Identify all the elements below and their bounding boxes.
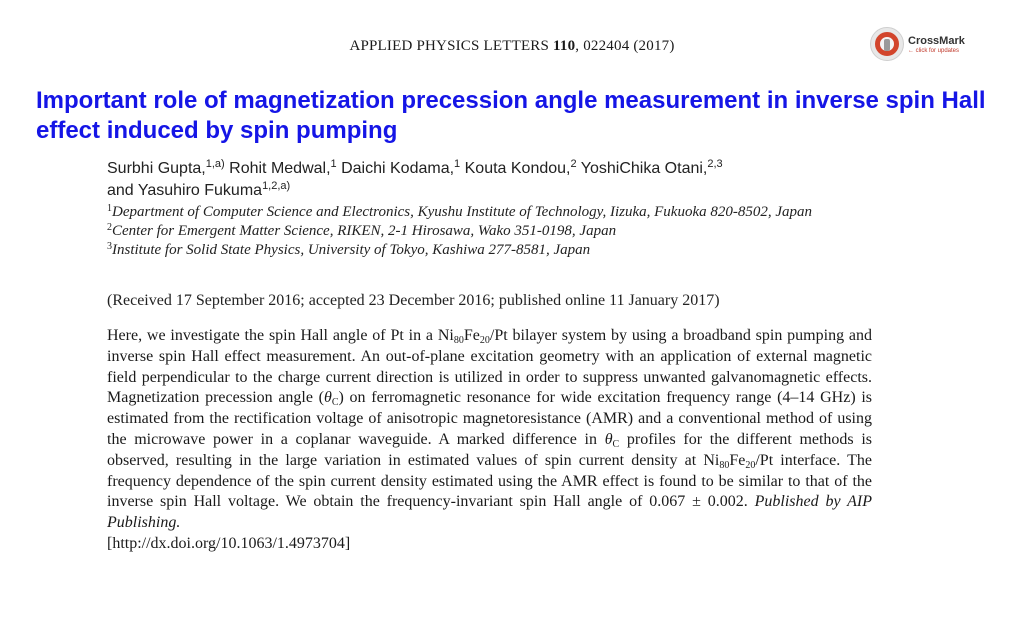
affiliation-1: $^1$Department of Computer Science and Electronics, Kyushu Institute of Technology, Iizuka, Fukuoka 820-8502, Japan	[107, 203, 813, 220]
author-affil: 1	[454, 158, 461, 170]
crossmark-icon	[870, 27, 904, 61]
author-affil: 2	[570, 158, 577, 170]
author-affil: 1,2,a)	[262, 180, 291, 192]
abstract: Here, we investigate the spin Hall angle of Pt in a $Ni_{80}Fe_{20}/Pt$ bilayer system by using a broadband spin pumping and inverse spin Hall effect measurement. An out-of-plane excitation geometry with an application of external magnetic field perpendicular to the charge current direction is utilized in order to suppress unwanted galvanomagnetic effects. Magnetization precession angle $(\theta_C)$ on ferromagnetic resonance for wide excitation frequency range (4–14 GHz) is estimated from the rectification voltage of anisotropic magnetoresistance (AMR) and a conventional method of using the microwave power in a coplanar waveguide. A marked difference in $\theta_C$ profiles for the different methods is observed, resulting in the large variation in estimated values of spin current density at $Ni_{80}Fe_{20}/Pt$ interface. The frequency dependence of the spin current density estimated using the AMR effect is found to be similar to that of the inverse spin Hall voltage. We obtain the frequency-invariant spin Hall angle of 0.067 ± 0.002. Published by AIP Publishing. [http://dx.doi.org/10.1063/1.4973704]	[107, 327, 873, 552]
doi-link[interactable]: [http://dx.doi.org/10.1063/1.4973704]	[107, 534, 351, 552]
author-name: Surbhi Gupta,	[107, 160, 206, 177]
affiliations	[107, 203, 987, 260]
author-name: and Yasuhiro Fukuma	[107, 182, 263, 199]
author-list	[107, 158, 987, 202]
paper-title: Important role of magnetization precession angle measurement in inverse spin Hall effect induced by spin pumping	[36, 87, 986, 144]
author-affil: 2,3	[707, 158, 723, 170]
journal-volume: 110	[553, 38, 576, 54]
journal-name: APPLIED PHYSICS LETTERS	[349, 38, 550, 54]
author-name: Daichi Kodama,	[336, 160, 455, 177]
publisher-note: Published by AIP Publishing.	[107, 493, 872, 532]
article-number: , 022404 (2017)	[575, 38, 675, 54]
author-name: YoshiChika Otani,	[576, 160, 708, 177]
affiliation-2: $^2$Center for Emergent Matter Science, RIKEN, 2-1 Hirosawa, Wako 351-0198, Japan	[107, 222, 617, 239]
affiliation-3: $^3$Institute for Solid State Physics, University of Tokyo, Kashiwa 277-8581, Japan	[107, 241, 591, 258]
received-dates: (Received 17 September 2016; accepted 23 December 2016; published online 11 January 2017)	[107, 292, 720, 309]
author-affil: 1,a)	[205, 158, 225, 170]
crossmark-badge[interactable]	[870, 24, 980, 64]
crossmark-sub: ← click for updates	[908, 47, 960, 54]
author-name: Kouta Kondou,	[460, 160, 571, 177]
crossmark-brand: CrossMark	[908, 34, 965, 47]
author-affil: 1	[330, 158, 337, 170]
author-name: Rohit Medwal,	[224, 160, 331, 177]
